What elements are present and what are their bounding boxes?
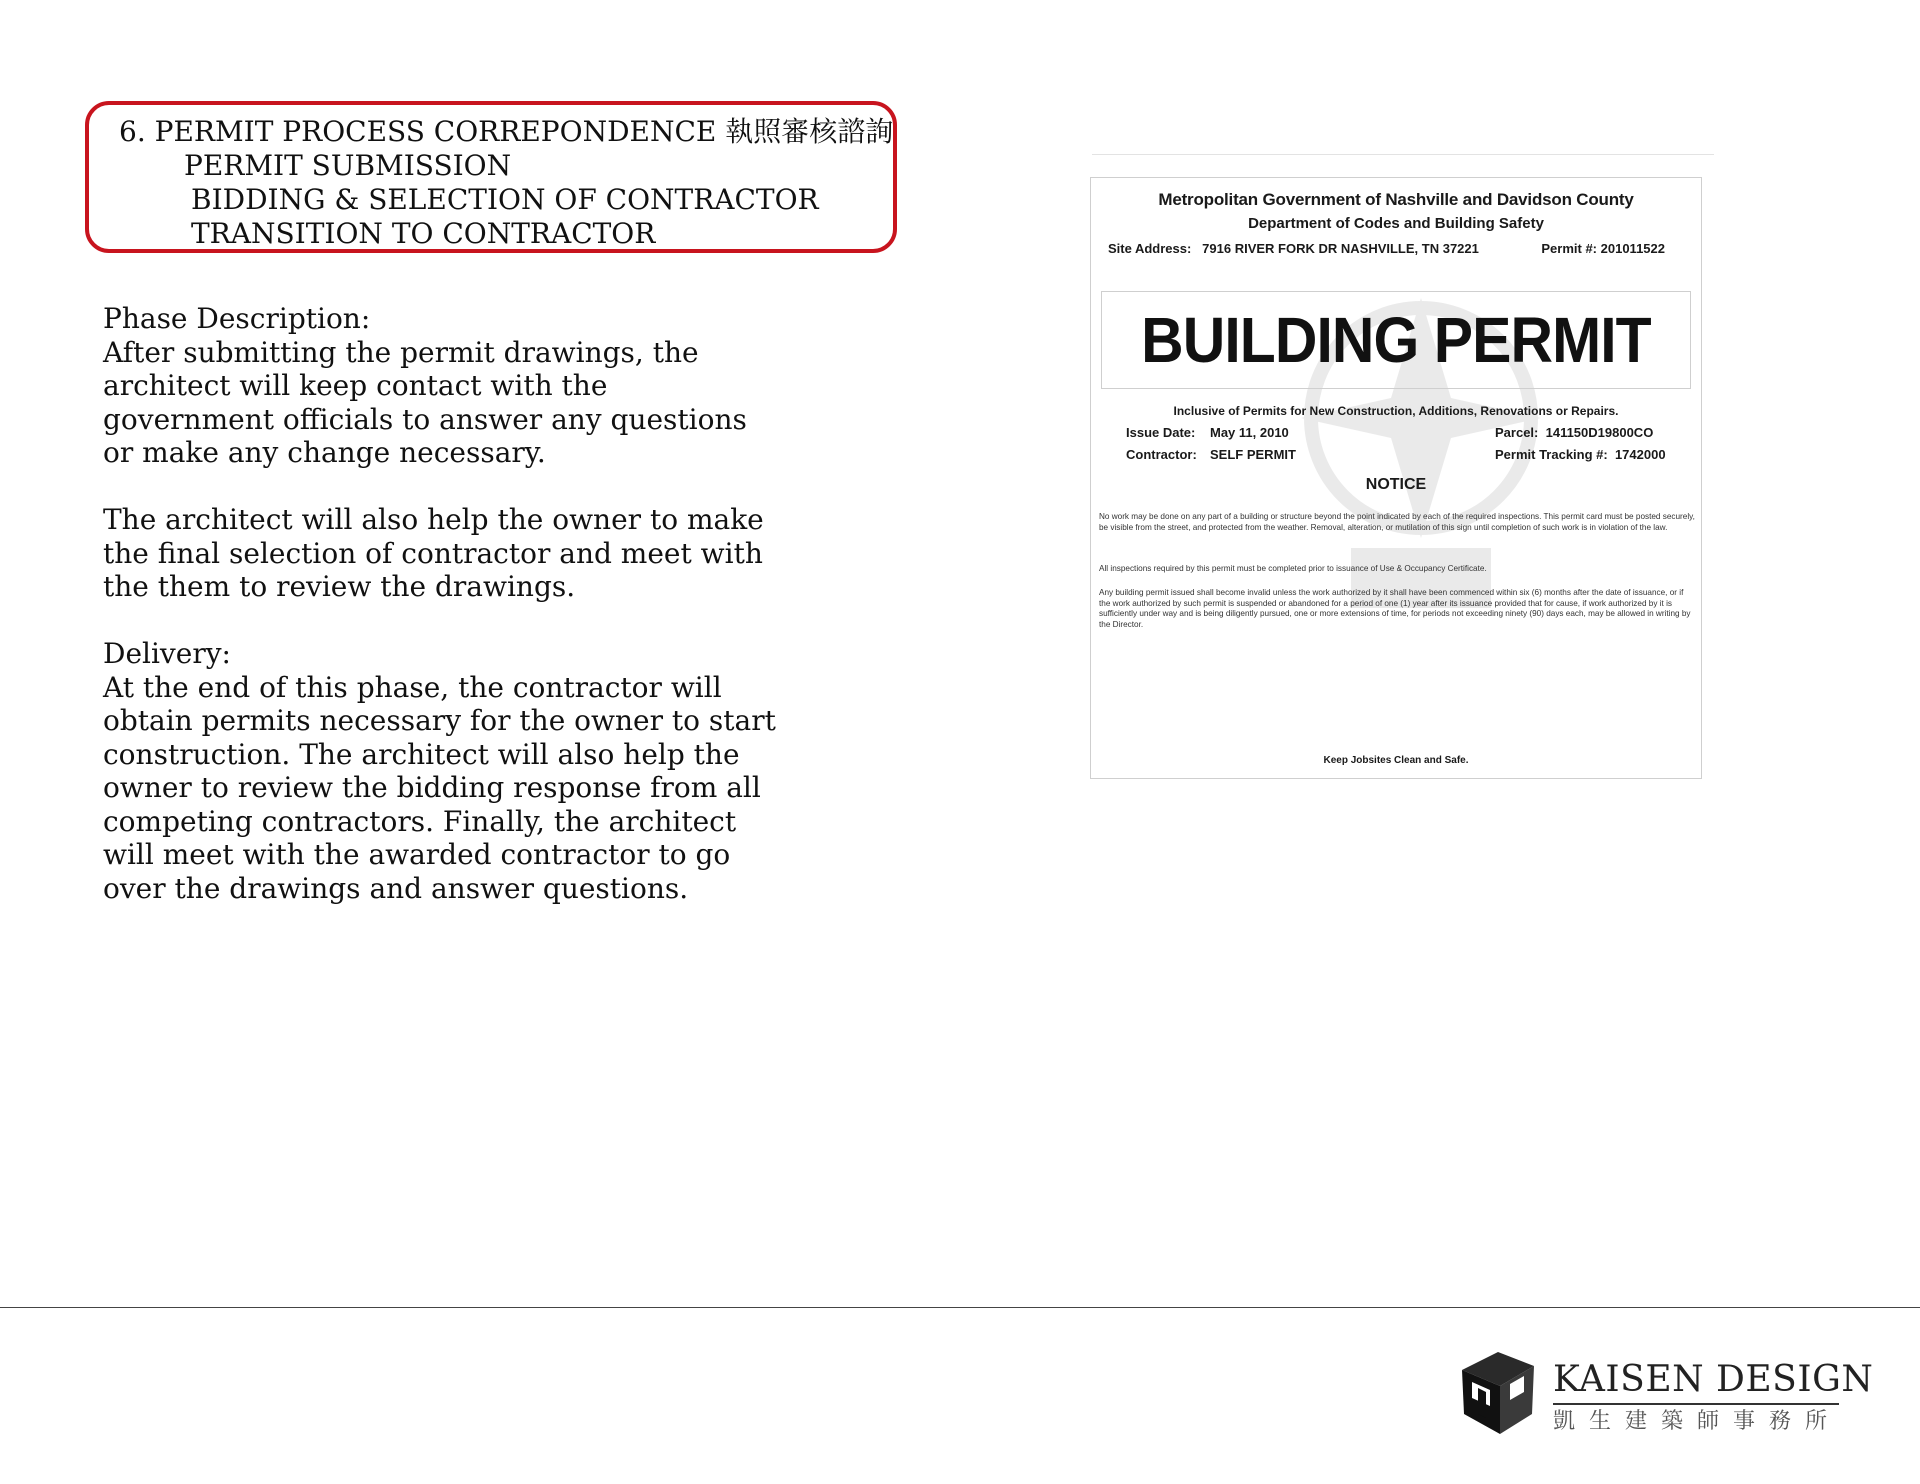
tracking-value: 1742000 [1614,447,1666,462]
delivery-line: competing contractors. Finally, the architect [103,804,737,838]
permit-department-line: Department of Codes and Building Safety [1248,215,1544,232]
owner-line: The architect will also help the owner to make [103,503,764,536]
permit-notice-heading: NOTICE [1365,476,1427,493]
delivery-label: Delivery: [103,637,231,670]
body-text [103,302,803,905]
brand-name-english: KAISEN DESIGN [1553,1359,1874,1400]
delivery-line: over the drawings and answer questions. [103,871,689,905]
permit-fine-print: All inspections required by this permit must be completed prior to issuance of Use & Occupancy Certificate. [1099,564,1487,573]
permit-fine-print: No work may be done on any part of a building or structure beyond the point indicated by each of the required inspections. This permit card must be posted securely, be visible from the street, and protected from the weather. Removal, alteration, or mutilation of this sign until completion of such work is in violation of the law. [1099,512,1695,532]
permit-number-label: Permit #: [1541,241,1598,256]
contractor-value: SELF PERMIT [1210,447,1296,462]
phase-description-label: Phase Description: [103,302,371,335]
section-title: 6. PERMIT PROCESS CORREPONDENCE 執照審核諮詢 [119,115,894,148]
permit-contractor [1126,447,1296,462]
tracking-label: Permit Tracking #: [1495,447,1608,462]
owner-line: the them to review the drawings. [103,570,576,603]
phase-line: architect will keep contact with the [103,369,608,402]
permit-government-line: Metropolitan Government of Nashville and Davidson County [1158,190,1634,209]
subtitle-permit-submission: PERMIT SUBMISSION [184,149,512,182]
phase-line: or make any change necessary. [103,436,546,469]
owner-line: the final selection of contractor and meet with [103,536,763,570]
subtitle-bidding-selection: BIDDING & SELECTION OF CONTRACTOR [191,183,819,216]
permit-inclusive-line: Inclusive of Permits for New Construction, Additions, Renovations or Repairs. [1173,404,1619,418]
phase-line: After submitting the permit drawings, the [103,335,699,369]
permit-tracking [1495,447,1666,462]
delivery-line: owner to review the bidding response from all [103,771,761,804]
permit-banner [1101,291,1691,389]
permit-number [1541,241,1665,256]
permit-fine-print: Any building permit issued shall become invalid unless the work authorized by it shall have been commenced within six (6) months after the date of issuance, or if the work authorized by such permit is suspended or abandoned for a period of one (1) year after its issuance provided that for cause, if work authorized by it is sufficiently under way and is being diligently pursued, one or more extensions of time, for periods not exceeding ninety (90) days each, may be allowed in writing by the Director. [1099,588,1691,629]
building-permit-image [1090,177,1702,779]
permit-site-address [1108,241,1479,256]
parcel-label: Parcel: [1495,425,1539,440]
delivery-line: construction. The architect will also help the [103,737,740,771]
kaisen-cube-logo-icon [1458,1348,1538,1436]
permit-number-value: 201011522 [1600,241,1665,256]
permit-banner-text: BUILDING PERMIT [1141,304,1651,376]
delivery-line: At the end of this phase, the contractor will [103,670,722,704]
footer-divider [0,1307,1920,1308]
delivery-line: will meet with the awarded contractor to go [103,838,731,871]
section-title-box [85,101,897,253]
brand-name-chinese: 凱生建築師事務所 [1553,1409,1842,1434]
permit-parcel [1495,425,1653,440]
site-address-label: Site Address: [1108,241,1192,256]
delivery-line: obtain permits necessary for the owner to start [103,704,776,737]
permit-keep-clean: Keep Jobsites Clean and Safe. [1323,755,1469,766]
brand-rule [1553,1403,1839,1405]
issue-date-label: Issue Date: [1126,425,1196,440]
parcel-value: 141150D19800CO [1545,425,1654,440]
subtitle-transition: TRANSITION TO CONTRACTOR [191,217,656,250]
permit-issue-date [1126,425,1289,440]
site-address-value: 7916 RIVER FORK DR NASHVILLE, TN 37221 [1202,241,1479,256]
contractor-label: Contractor: [1126,447,1197,462]
phase-line: government officials to answer any questions [103,402,747,436]
permit-top-rule [1092,154,1714,155]
issue-date-value: May 11, 2010 [1210,425,1289,440]
